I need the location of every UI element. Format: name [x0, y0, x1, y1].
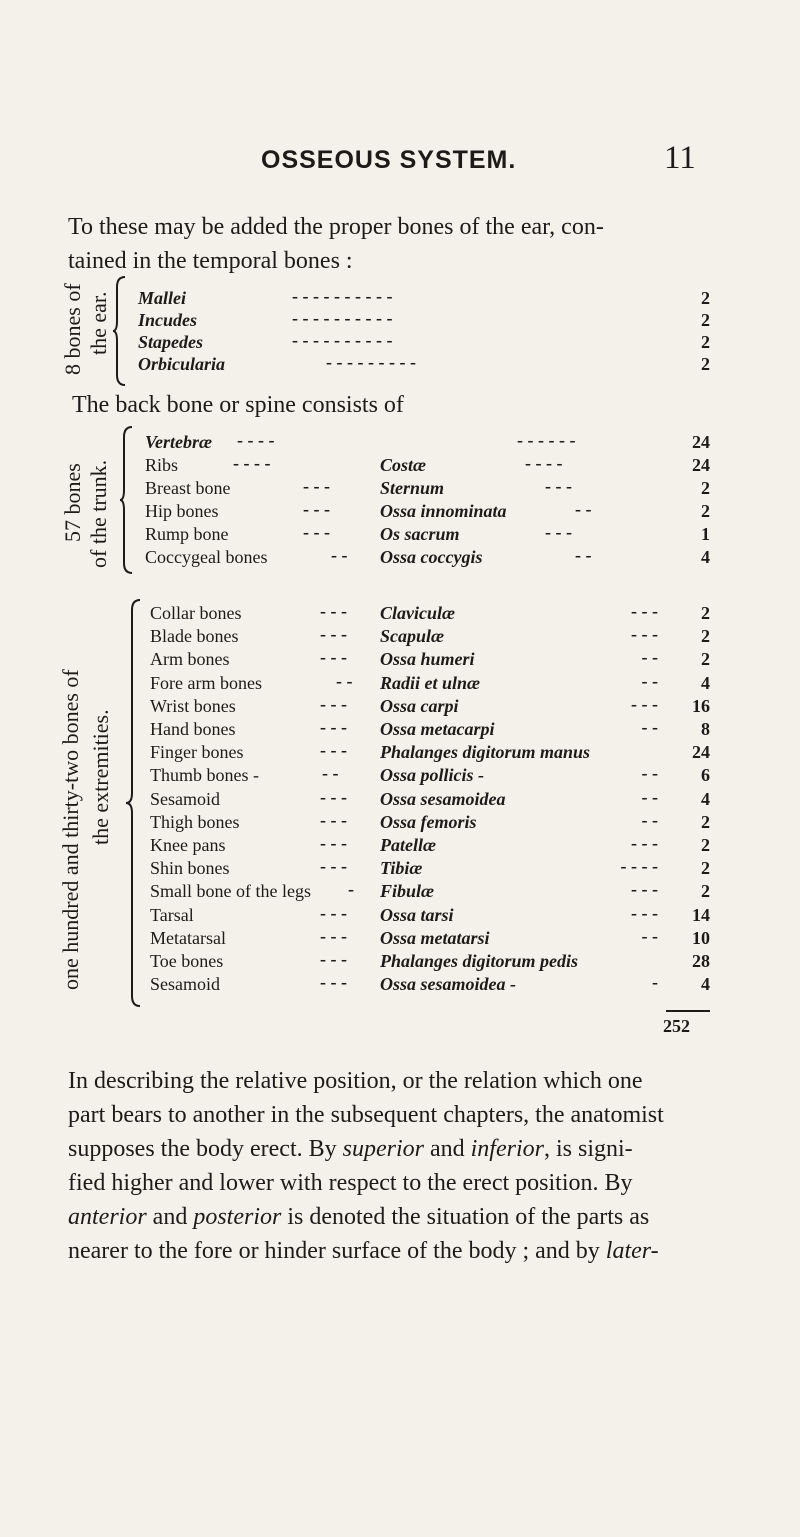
ear-latin: Orbicularia	[138, 354, 226, 374]
extremities-latin: Ossa pollicis -	[380, 765, 485, 785]
trunk-side-label-2: of the trunk.	[86, 459, 111, 568]
extremities-name: Small bone of the legs	[150, 881, 311, 901]
ear-dashes: - - - - - - - - -	[326, 352, 416, 372]
extremities-row	[150, 740, 710, 764]
extremities-count: 2	[701, 835, 710, 855]
trunk-dashes-right: - - - -	[525, 453, 563, 473]
extremities-name: Blade bones	[150, 626, 239, 646]
closing-line-2: part bears to another in the subsequent chapters, the anatomist	[68, 1102, 664, 1128]
ear-count: 2	[701, 332, 710, 352]
extremities-dashes-left: - - -	[320, 717, 347, 737]
trunk-name: Breast bone	[145, 478, 231, 498]
extremities-latin: Ossa tarsi	[380, 905, 454, 925]
extremities-count: 10	[692, 928, 710, 948]
extremities-dashes-left: - - -	[320, 856, 347, 876]
extremities-dashes-left: - - -	[320, 601, 347, 621]
extremities-latin: Scapulæ	[380, 626, 445, 646]
trunk-dashes-right: - - -	[545, 522, 572, 542]
closing-line-1: In describing the relative position, or the relation which one	[68, 1068, 643, 1094]
ear-count: 2	[701, 310, 710, 330]
trunk-row	[145, 499, 710, 523]
extremities-dashes-right: -	[652, 972, 658, 992]
extremities-dashes-right: - -	[641, 647, 658, 667]
extremities-latin: Patellæ	[380, 835, 436, 855]
trunk-count: 24	[692, 455, 710, 475]
extremities-row	[150, 972, 710, 996]
extremities-dashes-right: - -	[641, 763, 658, 783]
trunk-row	[145, 430, 710, 454]
extremities-dashes-left: - -	[322, 763, 339, 783]
extremities-latin: Ossa humeri	[380, 649, 475, 669]
extremities-dashes-right: - - -	[631, 624, 658, 644]
ear-dashes: - - - - - - - - - -	[292, 286, 393, 306]
extremities-latin: Ossa carpi	[380, 696, 459, 716]
running-header	[0, 140, 800, 186]
extremities-latin: Tibiæ	[380, 858, 423, 878]
extremities-dashes-left: - - -	[320, 949, 347, 969]
extremities-dashes-left: - - -	[320, 694, 347, 714]
extremities-count: 2	[701, 603, 710, 623]
extremities-dashes-right: - -	[641, 787, 658, 807]
page-title: OSSEOUS SYSTEM.	[261, 146, 517, 174]
extremities-row	[150, 694, 710, 718]
extremities-name: Sesamoid	[150, 789, 220, 809]
extremities-count: 2	[701, 626, 710, 646]
extremities-dashes-left: - - -	[320, 740, 347, 760]
ear-brace	[113, 275, 127, 392]
extremities-count: 4	[701, 673, 710, 693]
extremities-latin: Ossa femoris	[380, 812, 477, 832]
extremities-row	[150, 601, 710, 625]
extremities-name: Sesamoid	[150, 974, 220, 994]
extremities-row	[150, 879, 710, 903]
trunk-side-label-1: 57 bones	[60, 463, 85, 542]
trunk-brace	[120, 425, 134, 580]
extremities-latin: Phalanges digitorum manus	[380, 742, 591, 762]
extremities-latin: Fibulæ	[380, 881, 435, 901]
extremities-name: Finger bones	[150, 742, 244, 762]
trunk-latin: Ossa innominata	[380, 501, 507, 521]
ear-latin: Stapedes	[138, 332, 203, 352]
trunk-count: 24	[692, 432, 710, 452]
ear-latin: Mallei	[138, 288, 186, 308]
extremities-row	[150, 671, 710, 695]
trunk-latin: Ossa coccygis	[380, 547, 483, 567]
extremities-count: 8	[701, 719, 710, 739]
extremities-name: Metatarsal	[150, 928, 226, 948]
extremities-name: Hand bones	[150, 719, 236, 739]
extremities-row	[150, 647, 710, 671]
trunk-name: Ribs	[145, 455, 179, 475]
extremities-count: 14	[692, 905, 710, 925]
trunk-dashes-right: - - - - - -	[517, 430, 576, 450]
trunk-latin: Costæ	[380, 455, 427, 475]
trunk-dashes-left: - - - -	[233, 453, 271, 473]
ear-row	[138, 286, 710, 310]
extremities-name: Arm bones	[150, 649, 230, 669]
extremities-row	[150, 949, 710, 973]
trunk-name: Vertebræ	[145, 432, 212, 452]
extremities-name: Toe bones	[150, 951, 224, 971]
ear-latin: Incudes	[138, 310, 198, 330]
extremities-dashes-right: - - -	[631, 879, 658, 899]
extremities-count: 2	[701, 649, 710, 669]
extremities-count: 6	[701, 765, 710, 785]
extremities-row	[150, 926, 710, 950]
extremities-row	[150, 787, 710, 811]
trunk-dashes-left: - - - -	[237, 430, 275, 450]
extremities-dashes-left: -	[348, 879, 354, 899]
extremities-latin: Phalanges digitorum pedis	[380, 951, 579, 971]
closing-line-6	[68, 1234, 659, 1268]
extremities-dashes-left: - - -	[320, 926, 347, 946]
extremities-row	[150, 810, 710, 834]
trunk-latin: Sternum	[380, 478, 445, 498]
ear-side-label-2: the ear.	[86, 291, 111, 355]
trunk-name: Rump bone	[145, 524, 229, 544]
trunk-row	[145, 522, 710, 546]
extremities-count: 2	[701, 881, 710, 901]
extremities-dashes-left: - - -	[320, 647, 347, 667]
ear-row	[138, 330, 710, 354]
extremities-row	[150, 903, 710, 927]
extremities-name: Wrist bones	[150, 696, 236, 716]
trunk-dashes-right: - - -	[545, 476, 572, 496]
closing-line-5	[68, 1200, 649, 1234]
spine-intro: The back bone or spine consists of	[72, 392, 404, 418]
extremities-brace	[126, 598, 142, 1013]
trunk-count: 2	[701, 478, 710, 498]
trunk-dashes-right: - -	[575, 499, 592, 519]
extremities-row	[150, 717, 710, 741]
extremities-latin: Ossa sesamoidea	[380, 789, 506, 809]
extremities-row	[150, 856, 710, 880]
extremities-dashes-right: - -	[641, 671, 658, 691]
extremities-latin: Claviculæ	[380, 603, 455, 623]
extremities-name: Shin bones	[150, 858, 230, 878]
extremities-row	[150, 763, 710, 787]
total-count: 252	[663, 1016, 690, 1036]
trunk-name: Coccygeal bones	[145, 547, 268, 567]
closing-line-3-text: supposes the body erect. By superior and inferior, is signi-	[68, 1136, 633, 1162]
ear-count: 2	[701, 354, 710, 374]
closing-line-4: fied higher and lower with respect to the erect position. By	[68, 1170, 633, 1196]
closing-line-3	[68, 1132, 633, 1166]
closing-line-5-text: anterior and posterior is denoted the situation of the parts as	[68, 1204, 650, 1230]
ear-count: 2	[701, 288, 710, 308]
extremities-name: Fore arm bones	[150, 673, 262, 693]
extremities-name: Collar bones	[150, 603, 242, 623]
extremities-side-label-outer: one hundred and thirty-two bones of	[58, 669, 83, 990]
trunk-count: 1	[701, 524, 710, 544]
extremities-dashes-left: - - -	[320, 787, 347, 807]
extremities-latin: Ossa sesamoidea -	[380, 974, 516, 994]
ear-row	[138, 308, 710, 332]
extremities-latin: Radii et ulnæ	[380, 673, 481, 693]
extremities-name: Tarsal	[150, 905, 194, 925]
extremities-count: 24	[692, 742, 710, 762]
extremities-dashes-right: - - -	[631, 833, 658, 853]
trunk-row	[145, 476, 710, 500]
trunk-dashes-right: - -	[575, 545, 592, 565]
extremities-dashes-right: - -	[641, 810, 658, 830]
ear-side-label-1: 8 bones of	[60, 283, 85, 375]
extremities-dashes-left: - - -	[320, 810, 347, 830]
extremities-count: 2	[701, 812, 710, 832]
ear-dashes: - - - - - - - - - -	[292, 308, 393, 328]
extremities-dashes-left: - - -	[320, 624, 347, 644]
closing-line-6-text: nearer to the fore or hinder surface of the body ; and by later-	[68, 1238, 659, 1264]
extremities-dashes-left: - - -	[320, 833, 347, 853]
extremities-name: Knee pans	[150, 835, 226, 855]
trunk-name: Hip bones	[145, 501, 219, 521]
extremities-count: 4	[701, 789, 710, 809]
extremities-dashes-right: - - -	[631, 601, 658, 621]
ear-row	[138, 352, 710, 376]
trunk-latin: Os sacrum	[380, 524, 460, 544]
trunk-count: 2	[701, 501, 710, 521]
extremities-dashes-right: - - -	[631, 903, 658, 923]
extremities-dashes-right: - - - -	[620, 856, 658, 876]
extremities-dashes-right: - - -	[631, 694, 658, 714]
page-number: 11	[664, 140, 696, 176]
trunk-dashes-left: - -	[331, 545, 348, 565]
extremities-dashes-right: - -	[641, 926, 658, 946]
extremities-dashes-left: - -	[336, 671, 353, 691]
trunk-dashes-left: - - -	[303, 499, 330, 519]
extremities-dashes-right: - -	[641, 717, 658, 737]
extremities-latin: Ossa metacarpi	[380, 719, 495, 739]
extremities-count: 2	[701, 858, 710, 878]
extremities-name: Thumb bones -	[150, 765, 259, 785]
intro-line-1: To these may be added the proper bones of the ear, con-	[68, 214, 604, 240]
trunk-row	[145, 453, 710, 477]
trunk-count: 4	[701, 547, 710, 567]
extremities-count: 4	[701, 974, 710, 994]
ear-dashes: - - - - - - - - - -	[292, 330, 393, 350]
extremities-latin: Ossa metatarsi	[380, 928, 490, 948]
trunk-dashes-left: - - -	[303, 522, 330, 542]
total-rule	[666, 1010, 710, 1012]
extremities-count: 28	[692, 951, 710, 971]
extremities-row	[150, 624, 710, 648]
extremities-count: 16	[692, 696, 710, 716]
intro-line-2: tained in the temporal bones :	[68, 248, 353, 274]
extremities-dashes-left: - - -	[320, 972, 347, 992]
extremities-side-label-inner: the extremities.	[88, 709, 113, 845]
extremities-dashes-left: - - -	[320, 903, 347, 923]
trunk-dashes-left: - - -	[303, 476, 330, 496]
extremities-name: Thigh bones	[150, 812, 240, 832]
trunk-row	[145, 545, 710, 569]
